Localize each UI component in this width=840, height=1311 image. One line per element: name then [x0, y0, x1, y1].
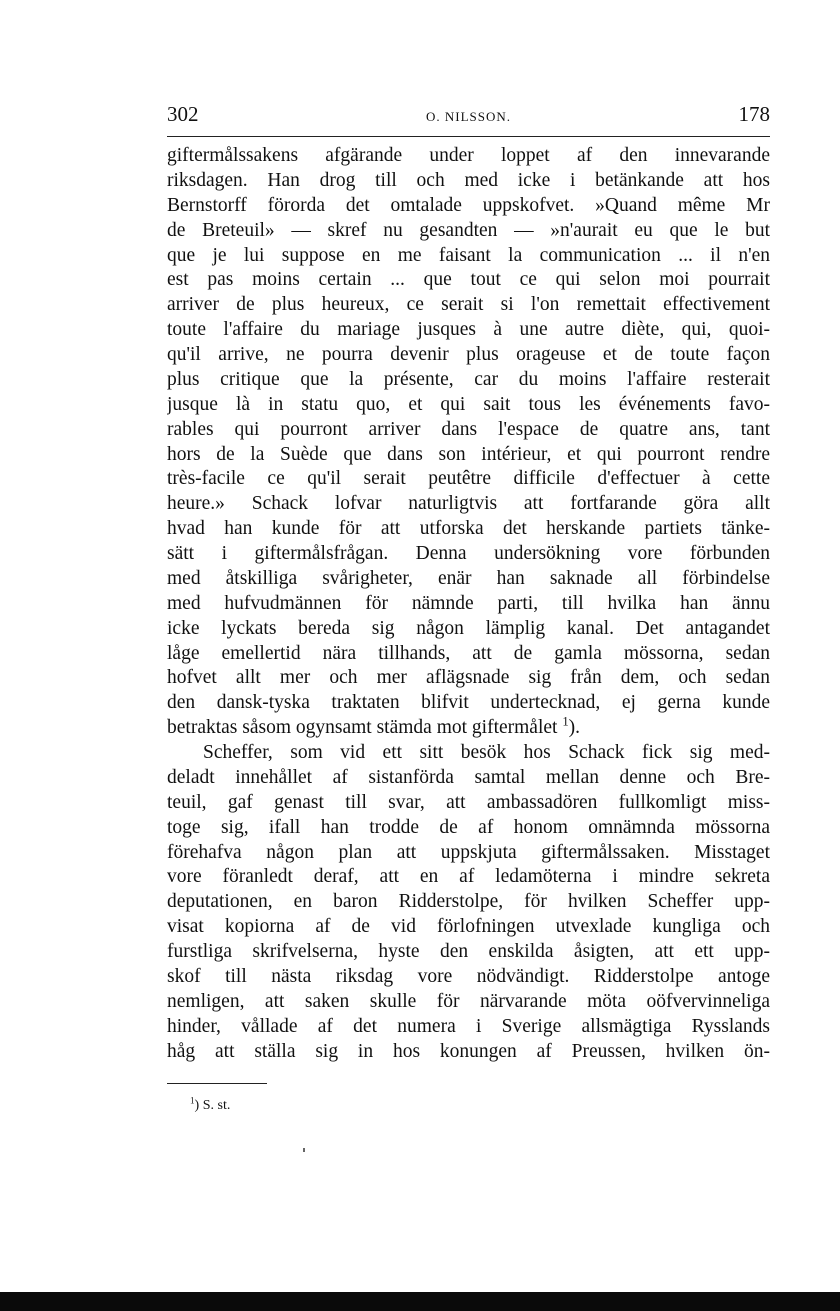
text-line-end: ).	[568, 717, 581, 739]
text-line: den dansk-tyska traktaten blifvit undertecknad, ej gerna kunde	[167, 692, 770, 714]
text-line: jusque là in statu quo, et qui sait tous les événements favo-	[167, 393, 770, 415]
text-line: rables qui pourront arriver dans l'espace de quatre ans, tant	[167, 418, 770, 440]
footnote-mark: 1	[190, 1095, 195, 1106]
text-line: visat kopiorna af de vid förlofningen utvexlade kungliga och	[167, 916, 770, 938]
leaf-number: 178	[738, 102, 770, 126]
text-line: que je lui suppose en me faisant la communication ... il n'en	[167, 244, 770, 266]
scan-speck	[303, 1148, 305, 1152]
text-line: Bernstorff förorda det omtalade uppskofvet. »Quand même Mr	[167, 194, 770, 216]
text-line: de Breteuil» — skref nu gesandten — »n'aurait eu que le but	[167, 219, 770, 241]
text-line: håg att ställa sig in hos konungen af Preussen, hvilken ön-	[167, 1040, 770, 1062]
text-line: deladt innehållet af sistanförda samtal mellan denne och Bre-	[167, 766, 770, 788]
text-line: toge sig, ifall han trodde de af honom omnämnda mössorna	[167, 816, 770, 838]
text-line: skof till nästa riksdag vore nödvändigt. Ridderstolpe antoge	[167, 965, 770, 987]
header-rule	[167, 136, 770, 137]
text-line: med åtskilliga svårigheter, enär han saknade all förbindelse	[167, 567, 770, 589]
text-line: toute l'affaire du mariage jusques à une autre diète, qui, quoi-	[167, 319, 770, 341]
running-head: O. NILSSON.	[425, 109, 512, 124]
page-number: 302	[167, 102, 199, 126]
page-header	[167, 100, 770, 130]
text-line: riksdagen. Han drog till och med icke i betänkande att hos	[167, 169, 770, 191]
text-line: förehafva någon plan att uppskjuta giftermålssaken. Misstaget	[167, 841, 770, 863]
text-line: nemligen, att saken skulle för närvarande möta oöfvervinneliga	[167, 990, 770, 1012]
text-line: heure.» Schack lofvar naturligtvis att fortfarande göra allt	[167, 493, 770, 515]
text-line: sätt i giftermålsfrågan. Denna undersökning vore förbunden	[167, 543, 770, 564]
text-line: Scheffer, som vid ett sitt besök hos Schack fick sig med-	[203, 742, 770, 763]
text-line-with-note	[167, 716, 770, 741]
text-line: hvad han kunde för att utforska det herskande partiets tänke-	[167, 518, 770, 540]
text-line: hors de la Suède que dans son intérieur, et qui pourront rendre	[167, 443, 770, 465]
text-line-segment: betraktas såsom ogynsamt stämda mot giftermålet	[167, 717, 558, 739]
text-line: est pas moins certain ... que tout ce qui selon moi pourrait	[167, 269, 770, 291]
text-line: arriver de plus heureux, ce serait si l'on remettait effectivement	[167, 294, 770, 316]
text-line: deputationen, en baron Ridderstolpe, för hvilken Scheffer upp-	[167, 891, 770, 913]
text-line: hofvet allt mer och mer aflägsnade sig från dem, och sedan	[167, 667, 770, 689]
text-line: furstliga skrifvelserna, hyste den enskilda åsigten, att ett upp-	[167, 941, 770, 962]
text-line: teuil, gaf genast till svar, att ambassadören fullkomligt miss-	[167, 791, 770, 813]
body-text	[167, 144, 770, 1064]
footnote-rule	[167, 1083, 267, 1084]
text-line: hinder, vållade af det numera i Sverige allsmägtiga Rysslands	[167, 1015, 770, 1037]
scan-bottom-edge	[0, 1292, 840, 1311]
text-line: med hufvudmännen för nämnde parti, till hvilka han ännu	[167, 592, 770, 614]
text-line: låge emellertid nära tillhands, att de gamla mössorna, sedan	[167, 642, 770, 664]
footnote-reference: 1	[562, 716, 569, 729]
text-line: plus critique que la présente, car du moins l'affaire resterait	[167, 368, 770, 390]
text-line: icke lyckats bereda sig någon lämplig kanal. Det antagandet	[167, 617, 770, 639]
text-line: très-facile ce qu'il serait peutêtre difficile d'effectuer à cette	[167, 468, 770, 490]
text-line: qu'il arrive, ne pourra devenir plus orageuse et de toute façon	[167, 344, 770, 365]
text-line: giftermålssakens afgärande under loppet af den innevarande	[167, 145, 770, 166]
footnote-text: ) S. st.	[194, 1098, 231, 1113]
text-line: vore föranledt deraf, att en af ledamöterna i mindre sekreta	[167, 866, 770, 888]
footnote	[190, 1095, 231, 1114]
